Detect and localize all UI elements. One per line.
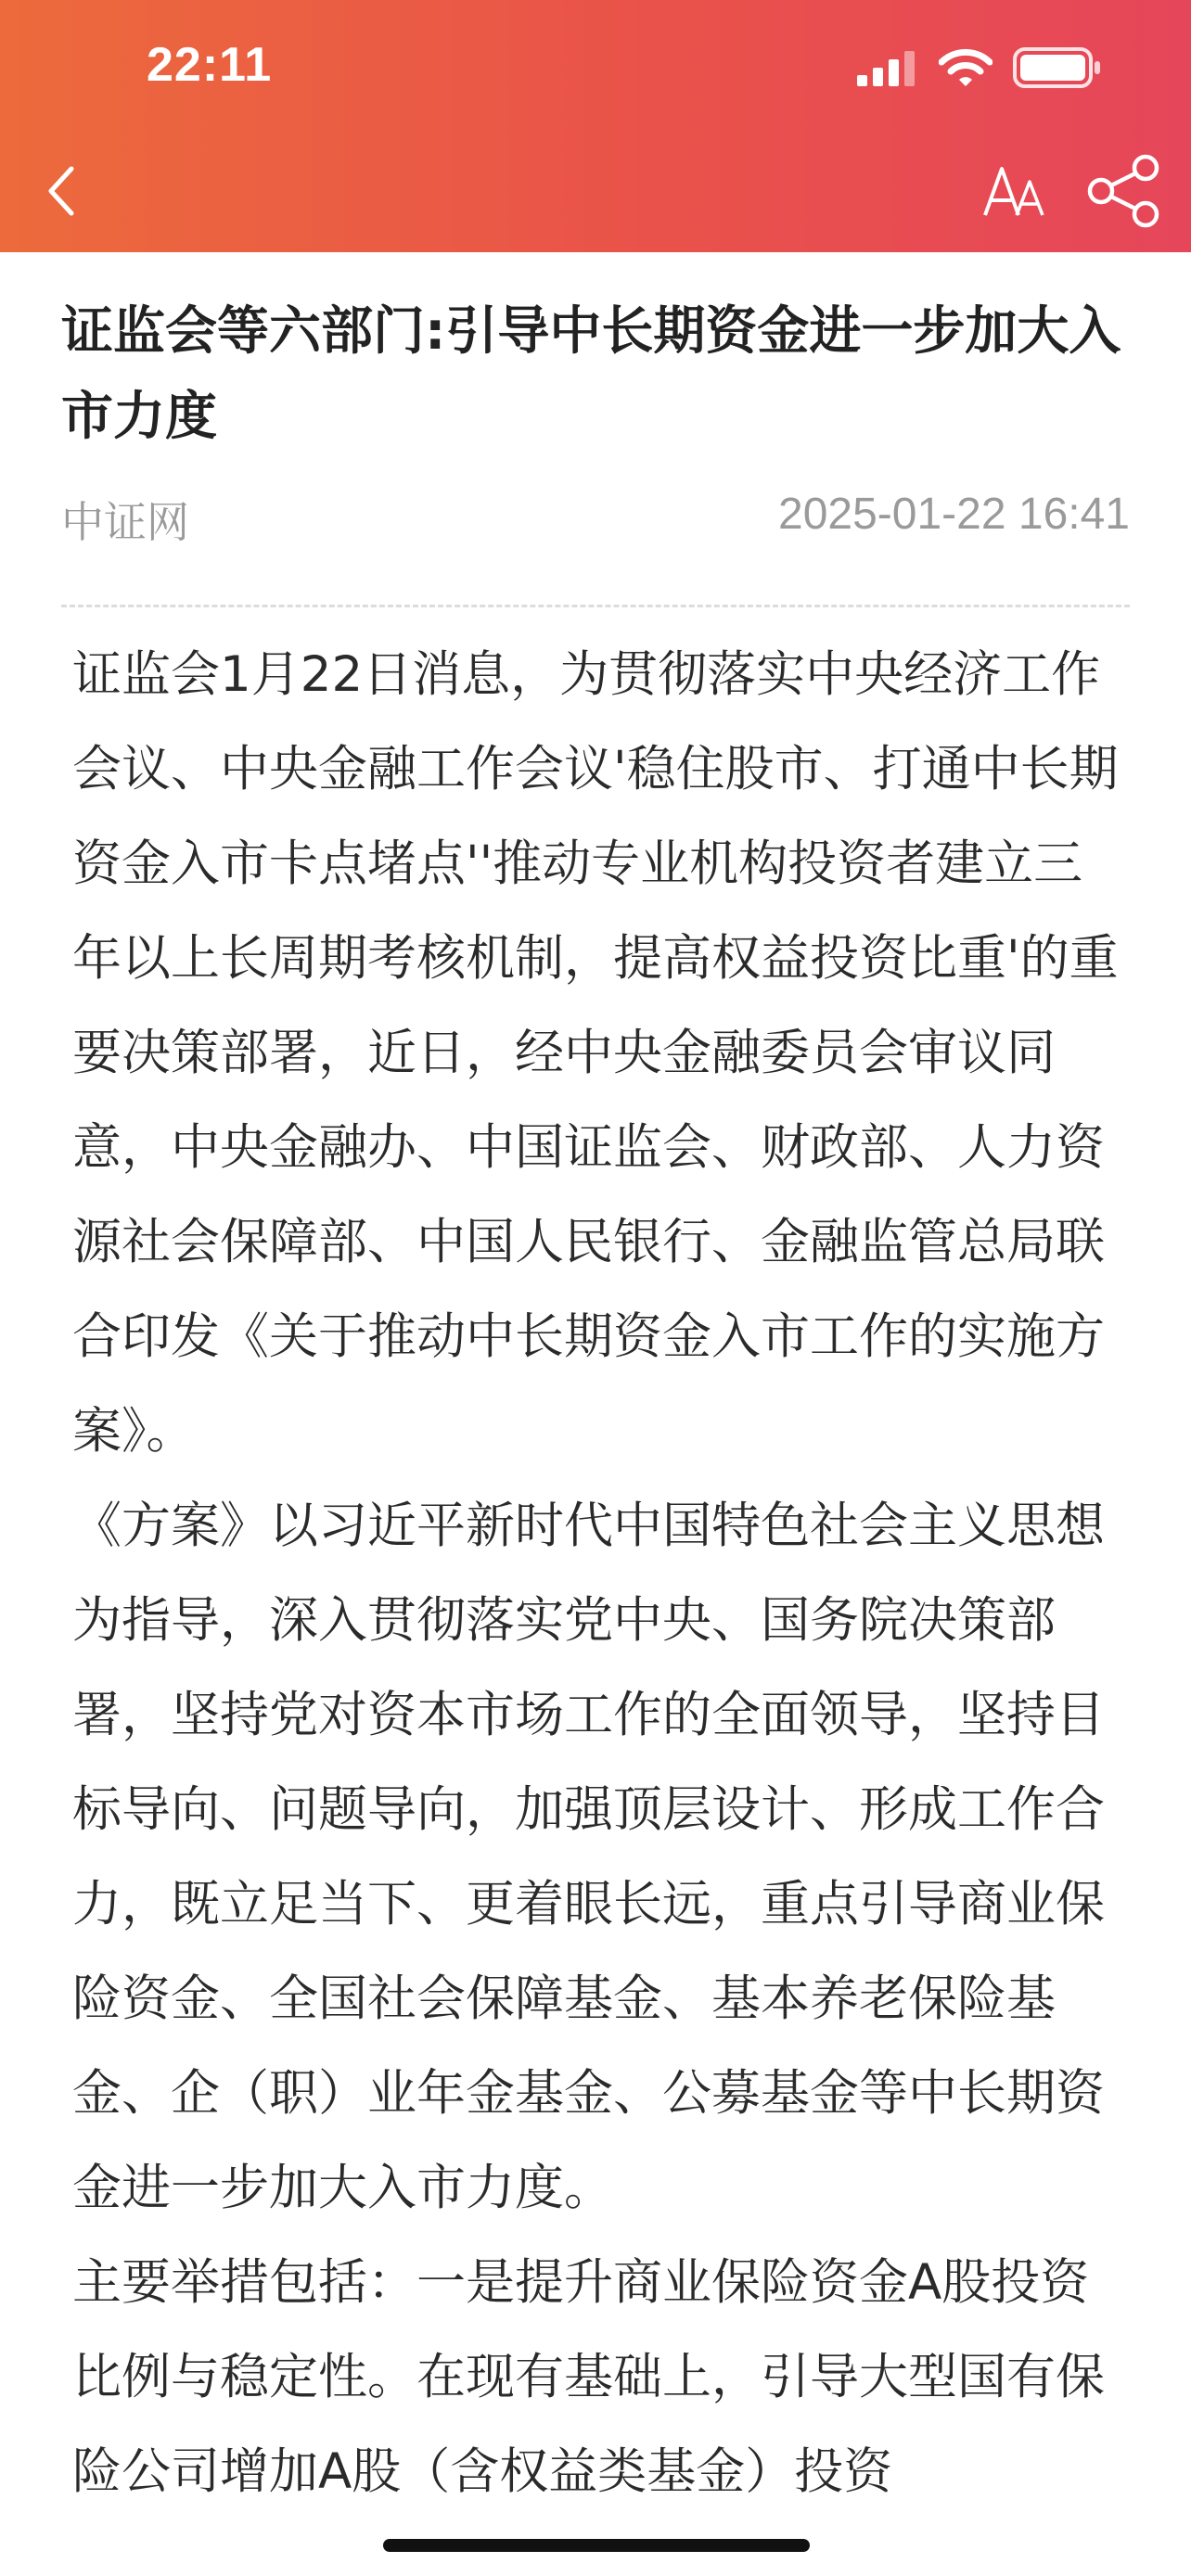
body-paragraph: 主要举措包括：一是提升商业保险资金A股投资比例与稳定性。在现有基础上，引导大型国有保险公司增加A股（含权益类基金）投资 bbox=[72, 2254, 1105, 2500]
home-indicator[interactable] bbox=[383, 2539, 810, 2552]
status-icons bbox=[857, 46, 1102, 93]
back-button[interactable] bbox=[33, 156, 89, 230]
top-header bbox=[0, 0, 1191, 252]
battery-icon bbox=[1013, 46, 1102, 93]
body-paragraph: 《方案》以习近平新时代中国特色社会主义思想为指导，深入贯彻落实党中央、国务院决策部署，坚持党对资本市场工作的全面领导，坚持目标导向、问题导向，加强顶层设计、形成工作合力，既立足当下、更着眼长远，重点引导商业保险资金、全国社会保障基金、基本养老保险基金、企（职）业年金基金、公募基金等中长期资金进一步加大入市力度。 bbox=[72, 1498, 1105, 2216]
divider bbox=[61, 605, 1130, 607]
share-button[interactable] bbox=[1080, 148, 1169, 237]
font-size-icon bbox=[981, 163, 1048, 223]
cellular-signal-icon bbox=[857, 49, 918, 90]
wifi-icon bbox=[939, 48, 992, 91]
font-size-button[interactable] bbox=[978, 156, 1052, 230]
chevron-left-icon bbox=[45, 165, 77, 221]
article-body bbox=[72, 628, 1130, 2519]
share-icon bbox=[1086, 153, 1162, 233]
status-time: 22:11 bbox=[147, 38, 273, 92]
body-paragraph: 证监会1月22日消息，为贯彻落实中央经济工作会议、中央金融工作会议'稳住股市、打通中长期资金入市卡点堵点''推动专业机构投资者建立三年以上长周期考核机制，提高权益投资比重'的重要决策部署，近日，经中央金融委员会审议同意，中央金融办、中国证监会、财政部、人力资源社会保障部、中国人民银行、金融监管总局联合印发《关于推动中长期资金入市工作的实施方案》。 bbox=[72, 646, 1119, 1460]
article-source[interactable]: 中证网 bbox=[61, 497, 189, 547]
article-title: 证监会等六部门:引导中长期资金进一步加大入市力度 bbox=[61, 301, 1121, 447]
article-datetime: 2025-01-22 16:41 bbox=[778, 490, 1130, 539]
